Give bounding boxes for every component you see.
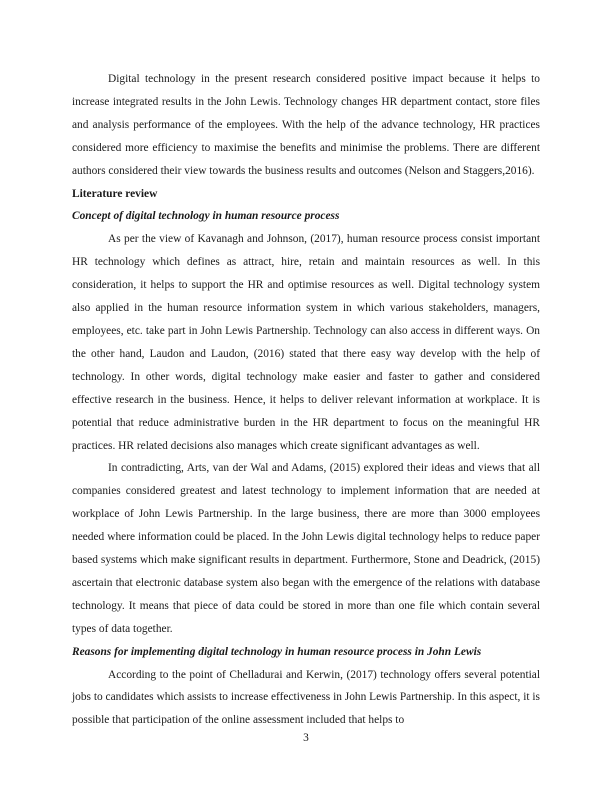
intro-paragraph: Digital technology in the present research considered positive impact because it helps to increase integrated results in the John Lewis. Technology changes HR department contact, store files and analysis performance of the employees. With the help of the advance technology, HR practices considered more efficiency to maximise the benefits and minimise the problems. There are different authors considered their view towards the business results and outcomes (Nelson and Staggers,2016). <box>72 73 540 177</box>
body-paragraph: In contradicting, Arts, van der Wal and Adams, (2015) explored their ideas and views that all companies considered greatest and latest technology to implement information that are needed at workplace of John Lewis Partnership. In the large business, there are more than 3000 employees needed where information could be placed. In the John Lewis digital technology helps to reduce paper based systems which make significant results in department. Furthermore, Stone and Deadrick, (2015) ascertain that electronic database system also began with the emergence of the relations with database technology. It means that piece of data could be stored in more than one file which contain several types of data together. <box>72 462 540 635</box>
subsection-heading-reasons: Reasons for implementing digital technology in human resource process in John Lewis <box>72 645 482 658</box>
subsection-heading-concept: Concept of digital technology in human resource process <box>72 210 340 223</box>
page-body <box>72 68 540 732</box>
body-paragraph: According to the point of Chelladurai and Kerwin, (2017) technology offers several potential jobs to candidates which assists to increase effectiveness in John Lewis Partnership. In this aspect, it is possible that participation of the online assessment included that helps to <box>72 668 540 727</box>
section-heading-literature-review: Literature review <box>72 187 158 200</box>
page-number: 3 <box>303 732 309 744</box>
body-paragraph: As per the view of Kavanagh and Johnson, (2017), human resource process consist important HR technology which defines as attract, hire, retain and maintain resources as well. In this consideration, it helps to support the HR and optimise resources as well. Digital technology system also applied in the human resource information system in which various stakeholders, managers, employees, etc. take part in John Lewis Partnership. Technology can also access in different ways. On the other hand, Laudon and Laudon, (2016) stated that there easy way develop with the help of technology. In other words, digital technology make easier and faster to gather and considered effective research in the business. Hence, it helps to deliver relevant information at workplace. It is potential that reduce administrative burden in the HR department to focus on the meaningful HR practices. HR related decisions also manages which create significant advantages as well. <box>72 233 540 452</box>
